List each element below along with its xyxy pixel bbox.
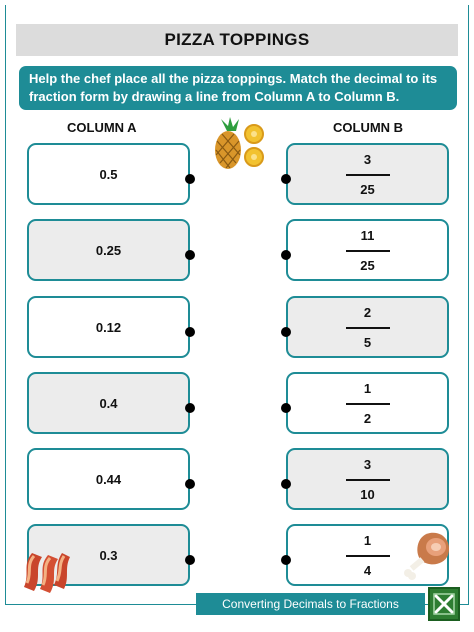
column-b-heading: COLUMN B [333,120,404,135]
ham-icon [400,527,456,583]
decimal-value: 0.44 [95,471,122,487]
footer-label: Converting Decimals to Fractions [196,593,425,615]
column-a-item-3 [27,296,190,358]
frame-left-border [5,5,6,605]
column-b-dot-1[interactable] [281,174,291,184]
column-b-dot-2[interactable] [281,250,291,260]
fraction-bar [346,327,390,329]
instructions-banner: Help the chef place all the pizza toppings. Match the decimal to its fraction form by drawing a line from Column A to Column B. [19,66,457,110]
column-a-item-1 [27,143,190,205]
fraction-numerator: 1 [363,380,372,396]
column-b-item-5 [286,448,449,510]
column-b-dot-6[interactable] [281,555,291,565]
column-b-dot-3[interactable] [281,327,291,337]
fraction-bar [346,555,390,557]
column-b-item-4 [286,372,449,434]
column-b-item-2 [286,219,449,281]
fraction-denominator: 25 [360,257,375,273]
pineapple-icon [208,117,268,172]
fraction-denominator: 5 [363,334,372,350]
fraction-bar [346,479,390,481]
fraction-denominator: 25 [360,181,375,197]
worksheet-logo-icon [428,587,460,621]
decimal-value: 0.3 [99,547,118,563]
column-a-dot-4[interactable] [185,403,195,413]
column-a-dot-1[interactable] [185,174,195,184]
column-a-dot-5[interactable] [185,479,195,489]
fraction-denominator: 2 [363,410,372,426]
column-a-dot-2[interactable] [185,250,195,260]
fraction-numerator: 11 [360,227,375,243]
fraction-numerator: 1 [363,532,372,548]
fraction-denominator: 4 [363,562,372,578]
column-a-item-4 [27,372,190,434]
column-a-item-2 [27,219,190,281]
fraction-bar [346,174,390,176]
page-title: PIZZA TOPPINGS [16,24,458,56]
fraction-bar [346,403,390,405]
decimal-value: 0.4 [99,395,118,411]
decimal-value: 0.5 [99,166,118,182]
column-b-item-3 [286,296,449,358]
column-a-item-5 [27,448,190,510]
column-b-dot-5[interactable] [281,479,291,489]
fraction-denominator: 10 [360,486,375,502]
fraction-numerator: 2 [363,304,372,320]
decimal-value: 0.12 [95,319,122,335]
bacon-icon [18,543,74,595]
column-b-dot-4[interactable] [281,403,291,413]
column-a-dot-6[interactable] [185,555,195,565]
column-a-dot-3[interactable] [185,327,195,337]
column-b-item-1 [286,143,449,205]
decimal-value: 0.25 [95,242,122,258]
fraction-numerator: 3 [363,151,372,167]
frame-right-border [468,5,469,605]
column-a-heading: COLUMN A [67,120,137,135]
fraction-bar [346,250,390,252]
fraction-numerator: 3 [363,456,372,472]
